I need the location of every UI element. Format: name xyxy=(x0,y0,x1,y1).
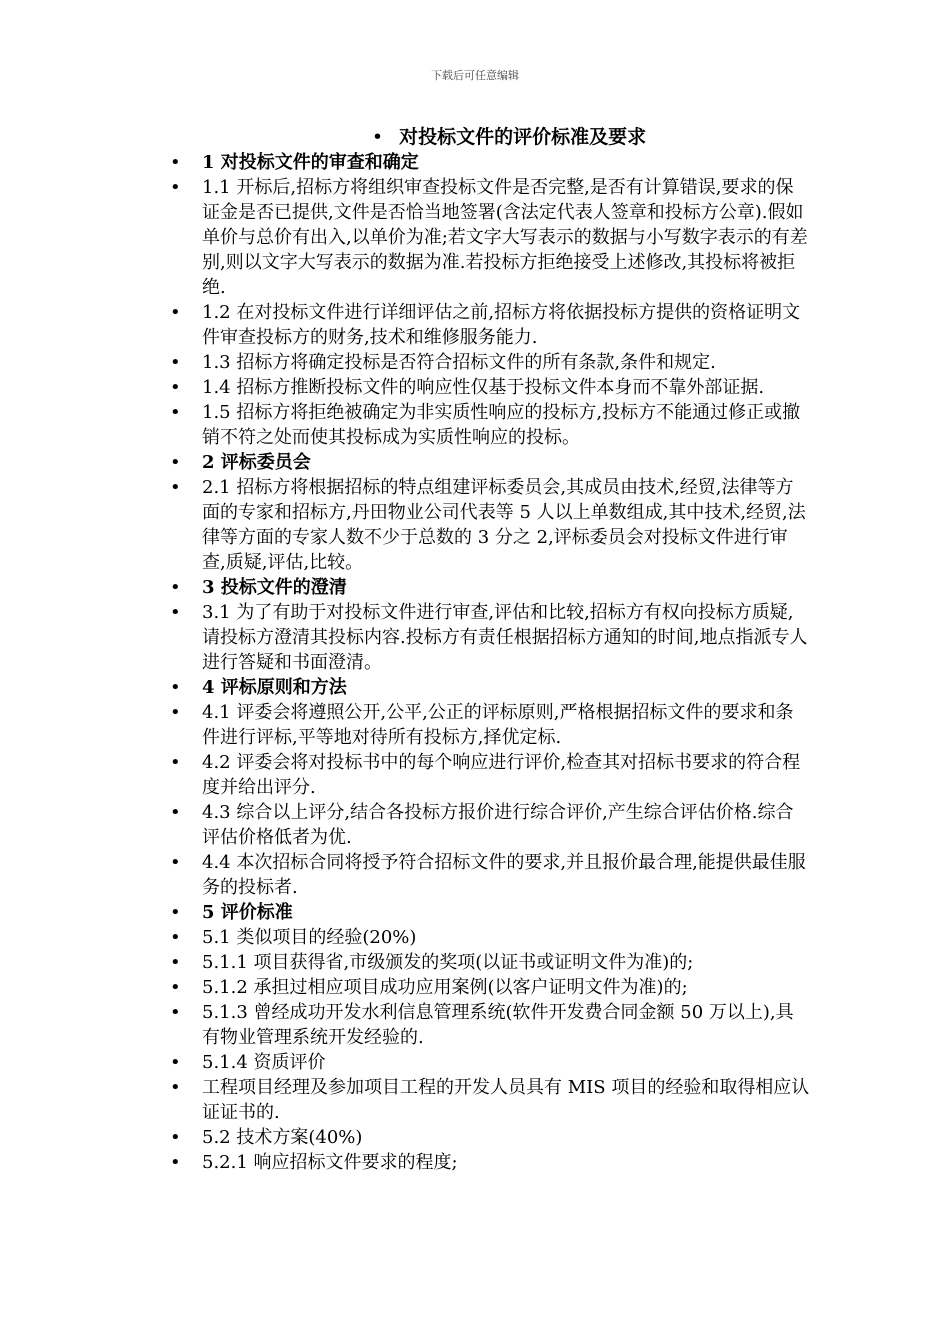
bullet: • xyxy=(170,952,181,973)
section-heading-text: 4 评标原则和方法 xyxy=(202,677,347,698)
section-heading xyxy=(170,675,810,700)
bullet: • xyxy=(170,1052,181,1073)
section-heading-text: 5 评价标准 xyxy=(202,902,293,923)
bullet: • xyxy=(170,177,181,198)
list-item-text: 5.1.4 资质评价 xyxy=(202,1052,326,1073)
list-item xyxy=(170,475,810,575)
list-item xyxy=(170,1050,810,1075)
section-heading xyxy=(170,150,810,175)
bullet: • xyxy=(170,402,181,423)
section-heading xyxy=(170,450,810,475)
bullet: • xyxy=(170,352,181,373)
bullet: • xyxy=(170,302,181,323)
bullet: • xyxy=(170,1002,181,1023)
bullet: • xyxy=(170,852,181,873)
list-item-text: 5.1 类似项目的经验(20%) xyxy=(202,927,417,948)
list-item xyxy=(170,700,810,750)
bullet: • xyxy=(170,1152,181,1173)
list-item xyxy=(170,950,810,975)
bullet: • xyxy=(170,1127,181,1148)
bullet: • xyxy=(170,677,181,698)
document-title-row xyxy=(170,124,810,150)
bullet: • xyxy=(170,152,181,173)
list-item-text: 5.2 技术方案(40%) xyxy=(202,1127,363,1148)
list-item xyxy=(170,1150,810,1175)
list-item-text: 4.2 评委会将对投标书中的每个响应进行评价,检查其对招标书要求的符合程度并给出评分. xyxy=(202,752,801,798)
bullet: • xyxy=(170,702,181,723)
list-item-text: 4.1 评委会将遵照公开,公平,公正的评标原则,严格根据招标文件的要求和条件进行评标,平等地对待所有投标方,择优定标. xyxy=(202,702,794,748)
bullet: • xyxy=(170,902,181,923)
list-item-text: 2.1 招标方将根据招标的特点组建评标委员会,其成员由技术,经贸,法律等方面的专家和招标方,丹田物业公司代表等 5 人以上单数组成,其中技术,经贸,法律等方面的专家人数不少于总数的 3 分之 2,评标委员会对投标文件进行审查,质疑,评估,比较。 xyxy=(202,477,806,573)
list-item xyxy=(170,975,810,1000)
list-item-text: 1.2 在对投标文件进行详细评估之前,招标方将依据投标方提供的资格证明文件审查投标方的财务,技术和维修服务能力. xyxy=(202,302,801,348)
list-item-text: 1.3 招标方将确定投标是否符合招标文件的所有条款,条件和规定. xyxy=(202,352,716,373)
list-item-text: 4.3 综合以上评分,结合各投标方报价进行综合评价,产生综合评估价格.综合评估价格低者为优. xyxy=(202,802,794,848)
list-item-text: 3.1 为了有助于对投标文件进行审查,评估和比较,招标方有权向投标方质疑,请投标方澄清其投标内容.投标方有责任根据招标方通知的时间,地点指派专人进行答疑和书面澄清。 xyxy=(202,602,808,673)
list-item-text: 1.1 开标后,招标方将组织审查投标文件是否完整,是否有计算错误,要求的保证金是否已提供,文件是否恰当地签署(含法定代表人签章和投标方公章).假如单价与总价有出入,以单价为准;若文字大写表示的数据与小写数字表示的有差别,则以文字大写表示的数据为准.若投标方拒绝接受上述修改,其投标将被拒绝. xyxy=(202,177,808,298)
list-item xyxy=(170,1075,810,1125)
list-item xyxy=(170,300,810,350)
list-item-text: 工程项目经理及参加项目工程的开发人员具有 MIS 项目的经验和取得相应认证证书的. xyxy=(202,1077,810,1123)
list-item xyxy=(170,175,810,300)
list-item xyxy=(170,800,810,850)
bullet: • xyxy=(170,1077,181,1098)
list-item xyxy=(170,1125,810,1150)
list-item xyxy=(170,600,810,675)
bullet: • xyxy=(170,977,181,998)
section-heading-text: 3 投标文件的澄清 xyxy=(202,577,347,598)
list-item xyxy=(170,850,810,900)
list-item-text: 4.4 本次招标合同将授予符合招标文件的要求,并且报价最合理,能提供最佳服务的投标者. xyxy=(202,852,806,898)
list-item-text: 5.1.3 曾经成功开发水利信息管理系统(软件开发费合同金额 50 万以上),具有物业管理系统开发经验的. xyxy=(202,1002,794,1048)
list-item-text: 1.4 招标方推断投标文件的响应性仅基于投标文件本身而不靠外部证据. xyxy=(202,377,765,398)
page-header: 下载后可任意编辑 xyxy=(431,69,519,82)
list-item xyxy=(170,400,810,450)
list-item xyxy=(170,350,810,375)
bullet: • xyxy=(170,577,181,598)
list-item-text: 5.2.1 响应招标文件要求的程度; xyxy=(202,1152,458,1173)
list-item xyxy=(170,925,810,950)
list-item xyxy=(170,375,810,400)
section-heading xyxy=(170,575,810,600)
bullet: • xyxy=(170,752,181,773)
bullet: • xyxy=(170,802,181,823)
item-list xyxy=(170,150,810,1175)
bullet: • xyxy=(170,602,181,623)
bullet: • xyxy=(170,377,181,398)
section-heading-text: 2 评标委员会 xyxy=(202,452,311,473)
document-body xyxy=(170,124,810,1175)
list-item-text: 5.1.2 承担过相应项目成功应用案例(以客户证明文件为准)的; xyxy=(202,977,688,998)
section-heading xyxy=(170,900,810,925)
document-title: 对投标文件的评价标准及要求 xyxy=(399,126,647,148)
bullet: • xyxy=(371,126,384,148)
section-heading-text: 1 对投标文件的审查和确定 xyxy=(202,152,419,173)
list-item xyxy=(170,750,810,800)
list-item xyxy=(170,1000,810,1050)
bullet: • xyxy=(170,452,181,473)
list-item-text: 1.5 招标方将拒绝被确定为非实质性响应的投标方,投标方不能通过修正或撤销不符之处而使其投标成为实质性响应的投标。 xyxy=(202,402,801,448)
list-item-text: 5.1.1 项目获得省,市级颁发的奖项(以证书或证明文件为准)的; xyxy=(202,952,694,973)
bullet: • xyxy=(170,477,181,498)
bullet: • xyxy=(170,927,181,948)
